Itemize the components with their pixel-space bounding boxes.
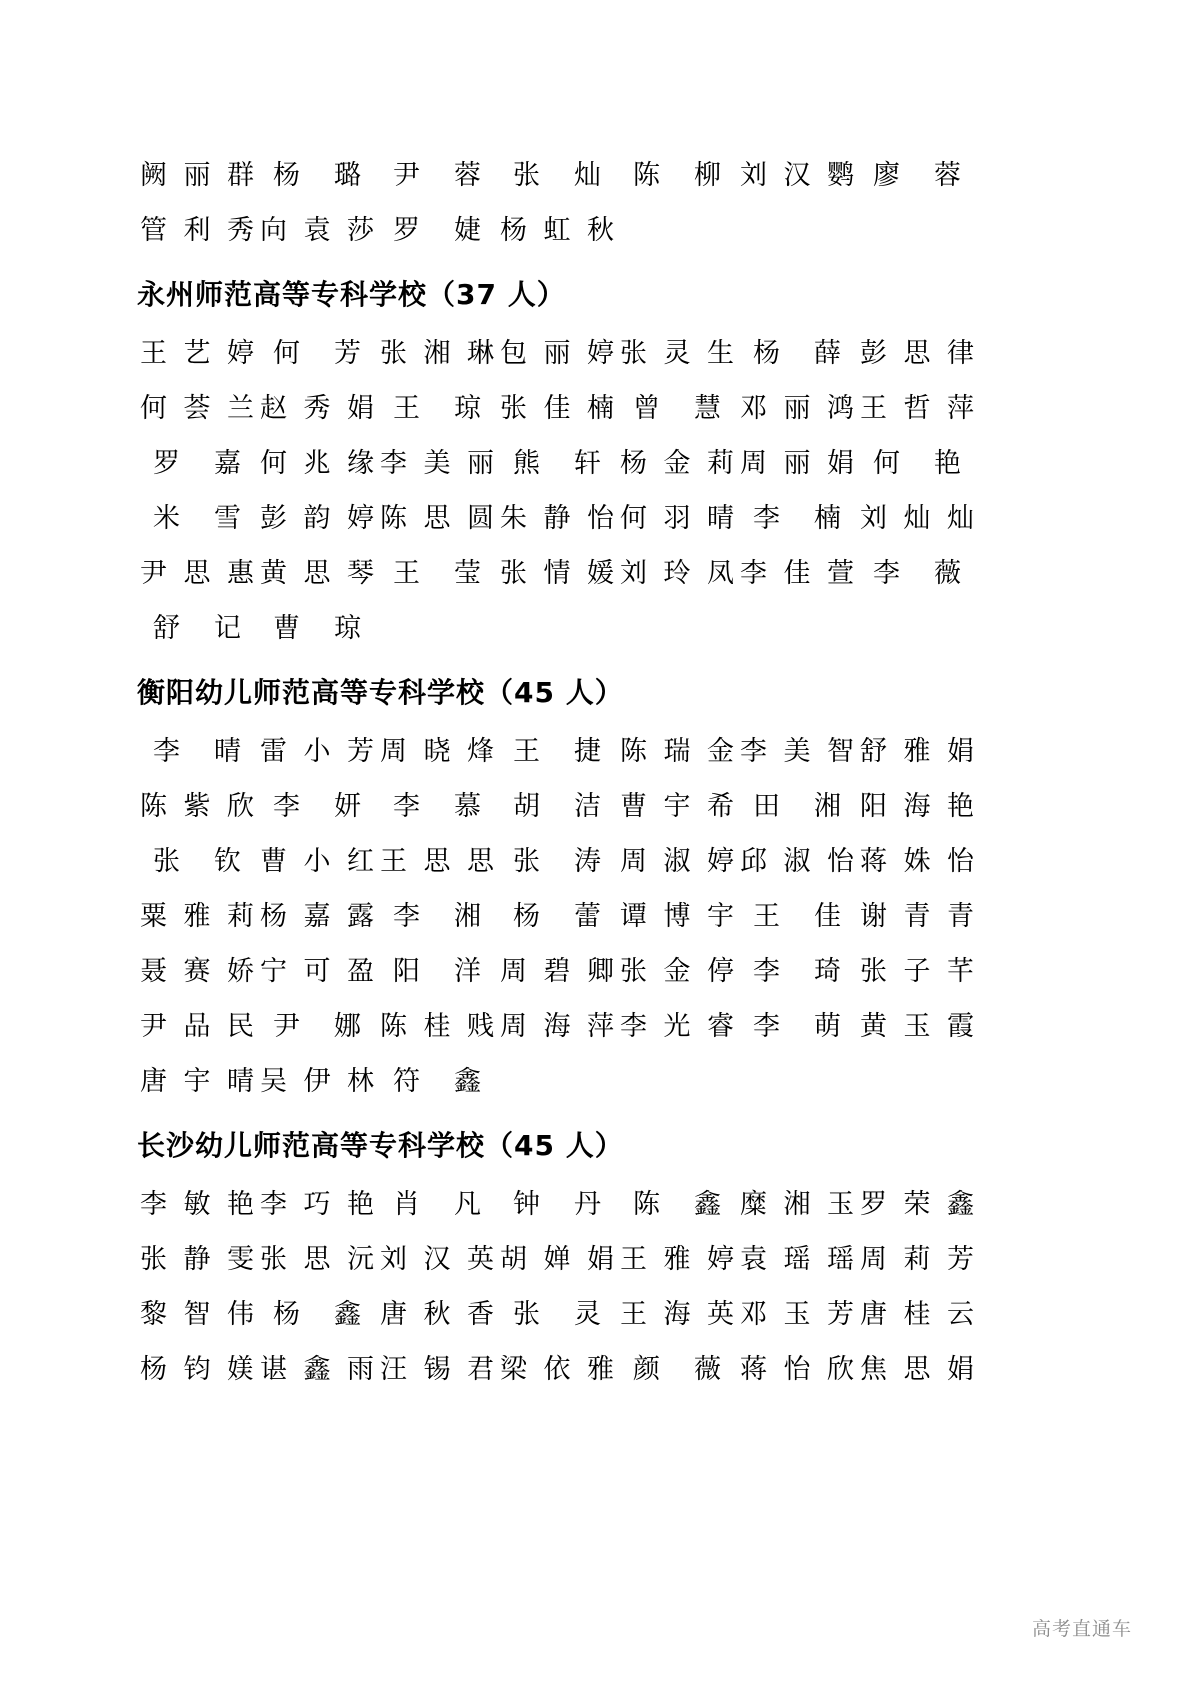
name-cell: 聂 赛 娇 — [140, 956, 254, 986]
name-cell: 张 静 雯 — [140, 1244, 254, 1274]
name-cell: 糜 湘 玉 — [740, 1189, 854, 1219]
name-cell: 何 芳 — [273, 338, 361, 368]
name-cell: 何 羽 晴 — [620, 503, 734, 533]
name-cell: 王 艺 婷 — [140, 338, 254, 368]
name-cell: 阙 丽 群 — [140, 160, 254, 190]
name-row — [137, 724, 977, 779]
name-cell: 王 雅 婷 — [620, 1244, 734, 1274]
name-cell: 杨 嘉 露 — [260, 901, 374, 931]
name-cell: 李 美 丽 — [380, 448, 494, 478]
name-cell: 陈 柳 — [633, 160, 721, 190]
name-cell: 张 灿 — [513, 160, 601, 190]
name-cell: 彭 韵 婷 — [260, 503, 374, 533]
name-row — [137, 148, 977, 203]
name-cell: 胡 洁 — [513, 791, 601, 821]
name-cell: 杨 薛 — [753, 338, 841, 368]
names-block — [137, 148, 977, 258]
watermark-label: 高考直通车 — [1031, 1618, 1132, 1640]
name-cell: 田 湘 — [753, 791, 841, 821]
section-heading: 永州师范高等专科学校（37 人） — [137, 278, 566, 311]
name-cell: 王 哲 萍 — [860, 393, 974, 423]
name-cell: 刘 灿 灿 — [860, 503, 974, 533]
section-heading: 衡阳幼儿师范高等专科学校（45 人） — [137, 676, 624, 709]
name-cell: 李 湘 — [393, 901, 481, 931]
name-row — [137, 1054, 977, 1109]
name-cell: 张 灵 — [513, 1299, 601, 1329]
name-cell: 汪 锡 君 — [380, 1354, 494, 1384]
name-cell: 杨 虹 秋 — [500, 215, 614, 245]
name-cell: 罗 嘉 — [153, 448, 241, 478]
name-cell: 周 莉 芳 — [860, 1244, 974, 1274]
name-cell: 尹 品 民 — [140, 1011, 254, 1041]
name-cell: 唐 桂 云 — [860, 1299, 974, 1329]
name-cell: 张 灵 生 — [620, 338, 734, 368]
name-cell: 张 情 媛 — [500, 558, 614, 588]
name-cell: 舒 记 — [153, 613, 241, 643]
name-cell: 王 佳 — [753, 901, 841, 931]
name-cell: 李 敏 艳 — [140, 1189, 254, 1219]
name-cell: 曹 宇 希 — [620, 791, 734, 821]
name-cell: 刘 汉 鹦 — [740, 160, 854, 190]
name-cell: 张 子 芊 — [860, 956, 974, 986]
name-cell: 李 光 睿 — [620, 1011, 734, 1041]
name-row — [137, 779, 977, 834]
name-cell: 张 佳 楠 — [500, 393, 614, 423]
name-cell: 蒋 姝 怡 — [860, 846, 974, 876]
name-cell: 黎 智 伟 — [140, 1299, 254, 1329]
name-cell: 张 钦 — [153, 846, 241, 876]
name-cell: 米 雪 — [153, 503, 241, 533]
name-row — [137, 1287, 977, 1342]
name-row — [137, 944, 977, 999]
name-cell: 李 妍 — [273, 791, 361, 821]
name-cell: 张 湘 琳 — [380, 338, 494, 368]
name-cell: 粟 雅 莉 — [140, 901, 254, 931]
name-row — [137, 436, 977, 491]
section-heading: 长沙幼儿师范高等专科学校（45 人） — [137, 1129, 624, 1162]
name-list-container — [137, 148, 977, 1397]
name-cell: 阳 海 艳 — [860, 791, 974, 821]
name-row — [137, 1232, 977, 1287]
name-cell: 李 晴 — [153, 736, 241, 766]
name-cell: 王 捷 — [513, 736, 601, 766]
name-row — [137, 999, 977, 1054]
name-cell: 王 琼 — [393, 393, 481, 423]
name-cell: 胡 婵 娟 — [500, 1244, 614, 1274]
name-cell: 李 琦 — [753, 956, 841, 986]
name-cell: 邓 丽 鸿 — [740, 393, 854, 423]
name-cell: 包 丽 婷 — [500, 338, 614, 368]
name-cell: 李 巧 艳 — [260, 1189, 374, 1219]
name-cell: 钟 丹 — [513, 1189, 601, 1219]
name-row — [137, 1342, 977, 1397]
names-block — [137, 724, 977, 1109]
name-row — [137, 326, 977, 381]
name-cell: 陈 思 圆 — [380, 503, 494, 533]
name-cell: 蒋 怡 欣 — [740, 1354, 854, 1384]
name-cell: 廖 蓉 — [873, 160, 961, 190]
name-cell: 彭 思 律 — [860, 338, 974, 368]
name-cell: 黄 思 琴 — [260, 558, 374, 588]
name-cell: 谌 鑫 雨 — [260, 1354, 374, 1384]
name-cell: 张 涛 — [513, 846, 601, 876]
name-cell: 吴 伊 林 — [260, 1066, 374, 1096]
name-cell: 符 鑫 — [393, 1066, 481, 1096]
name-cell: 王 海 英 — [620, 1299, 734, 1329]
name-cell: 管 利 秀 — [140, 215, 254, 245]
name-cell: 宁 可 盈 — [260, 956, 374, 986]
name-cell: 张 思 沅 — [260, 1244, 374, 1274]
name-cell: 陈 桂 贱 — [380, 1011, 494, 1041]
name-row — [137, 1177, 977, 1232]
name-cell: 李 美 智 — [740, 736, 854, 766]
name-cell: 谢 青 青 — [860, 901, 974, 931]
name-cell: 陈 鑫 — [633, 1189, 721, 1219]
name-cell: 王 莹 — [393, 558, 481, 588]
name-cell: 焦 思 娟 — [860, 1354, 974, 1384]
name-cell: 邓 玉 芳 — [740, 1299, 854, 1329]
name-cell: 唐 秋 香 — [380, 1299, 494, 1329]
name-cell: 李 楠 — [753, 503, 841, 533]
name-cell: 尹 娜 — [273, 1011, 361, 1041]
name-cell: 邱 淑 怡 — [740, 846, 854, 876]
name-cell: 何 荟 兰 — [140, 393, 254, 423]
name-cell: 刘 玲 凤 — [620, 558, 734, 588]
name-row — [137, 203, 977, 258]
name-cell: 罗 荣 鑫 — [860, 1189, 974, 1219]
name-row — [137, 546, 977, 601]
name-cell: 黄 玉 霞 — [860, 1011, 974, 1041]
name-cell: 尹 蓉 — [393, 160, 481, 190]
name-cell: 杨 璐 — [273, 160, 361, 190]
name-cell: 杨 钧 媄 — [140, 1354, 254, 1384]
name-cell: 阳 洋 — [393, 956, 481, 986]
name-row — [137, 889, 977, 944]
name-cell: 唐 宇 晴 — [140, 1066, 254, 1096]
name-cell: 杨 金 莉 — [620, 448, 734, 478]
name-cell: 陈 紫 欣 — [140, 791, 254, 821]
name-cell: 李 佳 萱 — [740, 558, 854, 588]
name-cell: 周 晓 烽 — [380, 736, 494, 766]
name-row — [137, 834, 977, 889]
name-cell: 颜 薇 — [633, 1354, 721, 1384]
name-cell: 王 思 思 — [380, 846, 494, 876]
name-cell: 袁 瑶 瑶 — [740, 1244, 854, 1274]
name-cell: 周 淑 婷 — [620, 846, 734, 876]
name-cell: 朱 静 怡 — [500, 503, 614, 533]
name-cell: 何 兆 缘 — [260, 448, 374, 478]
name-cell: 赵 秀 娟 — [260, 393, 374, 423]
name-cell: 何 艳 — [873, 448, 961, 478]
names-block — [137, 326, 977, 656]
name-cell: 李 萌 — [753, 1011, 841, 1041]
name-cell: 曹 琼 — [273, 613, 361, 643]
name-cell: 陈 瑞 金 — [620, 736, 734, 766]
name-cell: 雷 小 芳 — [260, 736, 374, 766]
name-cell: 李 慕 — [393, 791, 481, 821]
name-cell: 周 丽 娟 — [740, 448, 854, 478]
name-cell: 罗 婕 — [393, 215, 481, 245]
name-cell: 杨 蕾 — [513, 901, 601, 931]
name-cell: 刘 汉 英 — [380, 1244, 494, 1274]
name-cell: 谭 博 宇 — [620, 901, 734, 931]
name-cell: 周 碧 卿 — [500, 956, 614, 986]
name-row — [137, 601, 977, 656]
name-row — [137, 381, 977, 436]
name-cell: 李 薇 — [873, 558, 961, 588]
name-row — [137, 491, 977, 546]
name-cell: 梁 依 雅 — [500, 1354, 614, 1384]
name-cell: 肖 凡 — [393, 1189, 481, 1219]
name-cell: 舒 雅 娟 — [860, 736, 974, 766]
name-cell: 杨 鑫 — [273, 1299, 361, 1329]
names-block — [137, 1177, 977, 1397]
name-cell: 向 袁 莎 — [260, 215, 374, 245]
name-cell: 熊 轩 — [513, 448, 601, 478]
name-cell: 尹 思 惠 — [140, 558, 254, 588]
name-cell: 周 海 萍 — [500, 1011, 614, 1041]
name-cell: 张 金 停 — [620, 956, 734, 986]
name-cell: 曹 小 红 — [260, 846, 374, 876]
name-cell: 曾 慧 — [633, 393, 721, 423]
